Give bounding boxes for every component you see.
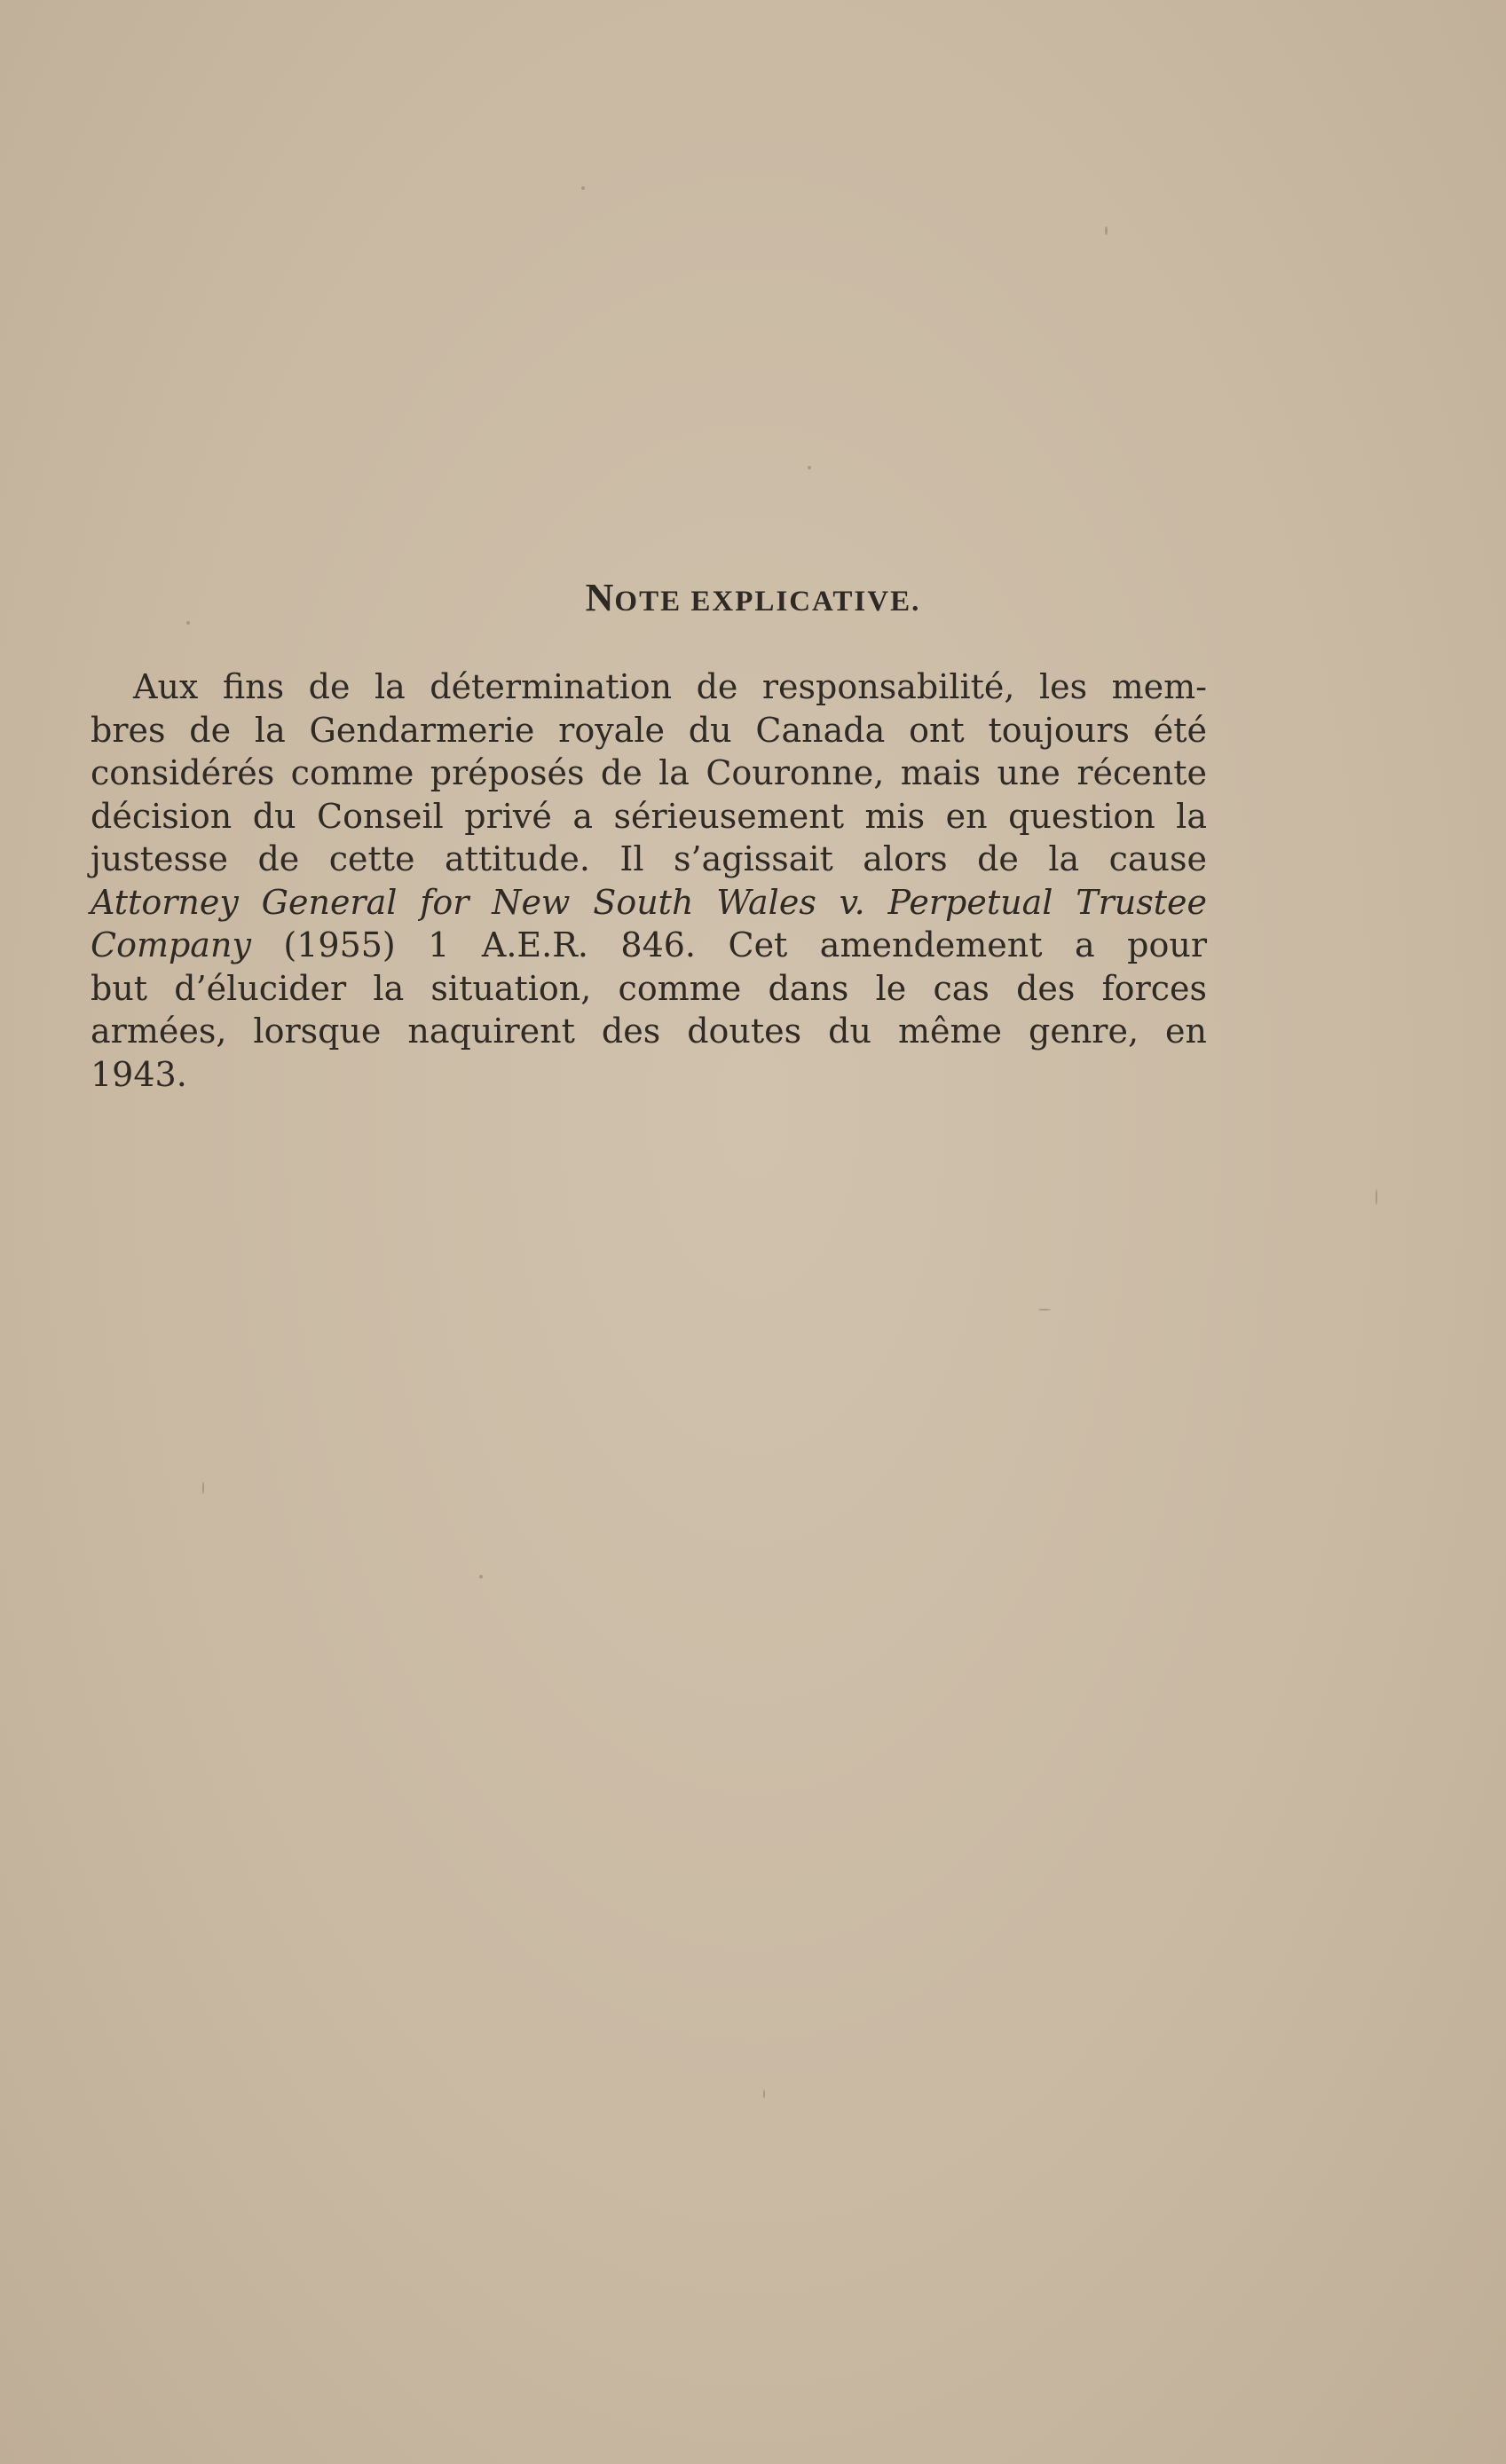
italic-text: Company xyxy=(91,925,251,964)
text-line xyxy=(91,924,1207,967)
text-line xyxy=(91,709,1207,752)
text-run: (1955) 1 A.E.R. 846. Cet amendement a pour xyxy=(250,925,1207,964)
text-line xyxy=(91,665,1207,709)
text-run: 1943. xyxy=(91,1054,187,1094)
text-run: armées, lorsque naquirent des doutes du même genre, en xyxy=(91,1012,1207,1051)
text-run: Aux fins de la détermination de responsabilité, les mem- xyxy=(133,667,1207,706)
text-line xyxy=(91,1010,1207,1053)
text-run: but d’élucider la situation, comme dans le cas des forces xyxy=(91,968,1207,1008)
paper-speck xyxy=(808,466,811,469)
paper-speck xyxy=(763,2090,765,2098)
paper-speck xyxy=(202,1482,204,1494)
text-line xyxy=(91,967,1207,1011)
text-line xyxy=(91,838,1207,881)
paper-speck xyxy=(1376,1189,1377,1205)
paper-speck xyxy=(1038,1309,1051,1311)
paper-speck xyxy=(479,1575,483,1578)
text-run: décision du Conseil privé a sérieusement mis en question la xyxy=(91,796,1207,836)
heading-rest: OTE EXPLICATIVE. xyxy=(614,586,921,618)
text-line xyxy=(91,881,1207,925)
text-run: justesse de cette attitude. Il s’agissait alors de la cause xyxy=(91,839,1207,878)
text-line xyxy=(91,1053,1207,1097)
paper-speck xyxy=(186,621,190,625)
note-heading xyxy=(0,575,1506,620)
paper-speck xyxy=(1105,226,1108,235)
heading-initial: N xyxy=(585,576,615,619)
text-line xyxy=(91,752,1207,795)
text-run: considérés comme préposés de la Couronne, mais une récente xyxy=(91,753,1207,792)
text-line xyxy=(91,795,1207,838)
note-paragraph xyxy=(91,665,1207,1096)
paper-speck xyxy=(581,186,585,190)
italic-text: Attorney General for New South Wales v. Perpetual Trustee xyxy=(91,882,1207,922)
text-run: bres de la Gendarmerie royale du Canada ont toujours été xyxy=(91,710,1207,750)
